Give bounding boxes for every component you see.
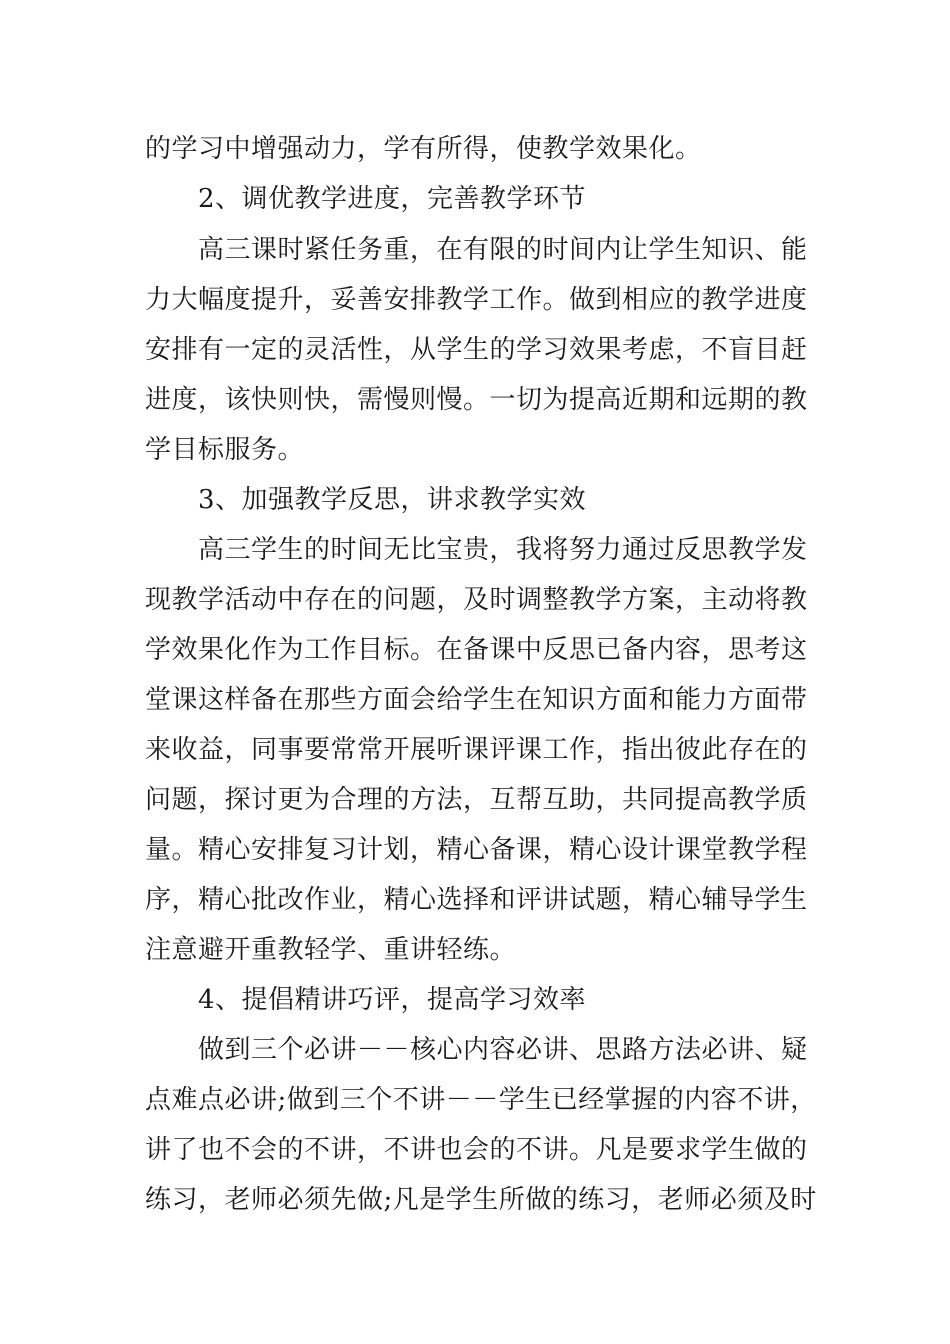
text-line: 练习，老师必须先做;凡是学生所做的练习，老师必须及时 — [145, 1185, 817, 1215]
text-line: 注意避开重教轻学、重讲轻练。 — [145, 935, 517, 965]
section-heading-4: 4、提倡精讲巧评，提高学习效率 — [198, 985, 587, 1015]
text-line: 学目标服务。 — [145, 435, 305, 465]
text-line: 来收益，同事要常常开展听课评课工作，指出彼此存在的 — [145, 735, 808, 765]
text-line: 讲了也不会的不讲，不讲也会的不讲。凡是要求学生做的 — [145, 1135, 808, 1165]
text-line: 学效果化作为工作目标。在备课中反思已备内容，思考这 — [145, 635, 808, 665]
text-line: 高三课时紧任务重，在有限的时间内让学生知识、能 — [198, 235, 808, 265]
text-line: 力大幅度提升，妥善安排教学工作。做到相应的教学进度 — [145, 285, 808, 315]
text-line: 安排有一定的灵活性，从学生的学习效果考虑，不盲目赶 — [145, 335, 808, 365]
text-line: 序，精心批改作业，精心选择和评讲试题，精心辅导学生 — [145, 885, 808, 915]
text-line: 点难点必讲;做到三个不讲－－学生已经掌握的内容不讲， — [145, 1085, 817, 1115]
text-line: 做到三个必讲－－核心内容必讲、思路方法必讲、疑 — [198, 1035, 808, 1065]
text-line: 高三学生的时间无比宝贵，我将努力通过反思教学发 — [198, 535, 808, 565]
text-line: 现教学活动中存在的问题，及时调整教学方案，主动将教 — [145, 585, 808, 615]
section-heading-2: 2、调优教学进度，完善教学环节 — [198, 184, 587, 214]
text-line: 问题，探讨更为合理的方法，互帮互助，共同提高教学质 — [145, 785, 808, 815]
text-line: 进度，该快则快，需慢则慢。一切为提高近期和远期的教 — [145, 385, 808, 415]
text-line: 量。精心安排复习计划，精心备课，精心设计课堂教学程 — [145, 835, 808, 865]
text-line: 堂课这样备在那些方面会给学生在知识方面和能力方面带 — [145, 685, 808, 715]
section-heading-3: 3、加强教学反思，讲求教学实效 — [198, 485, 587, 515]
text-line: 的学习中增强动力，学有所得，使教学效果化。 — [145, 134, 702, 164]
